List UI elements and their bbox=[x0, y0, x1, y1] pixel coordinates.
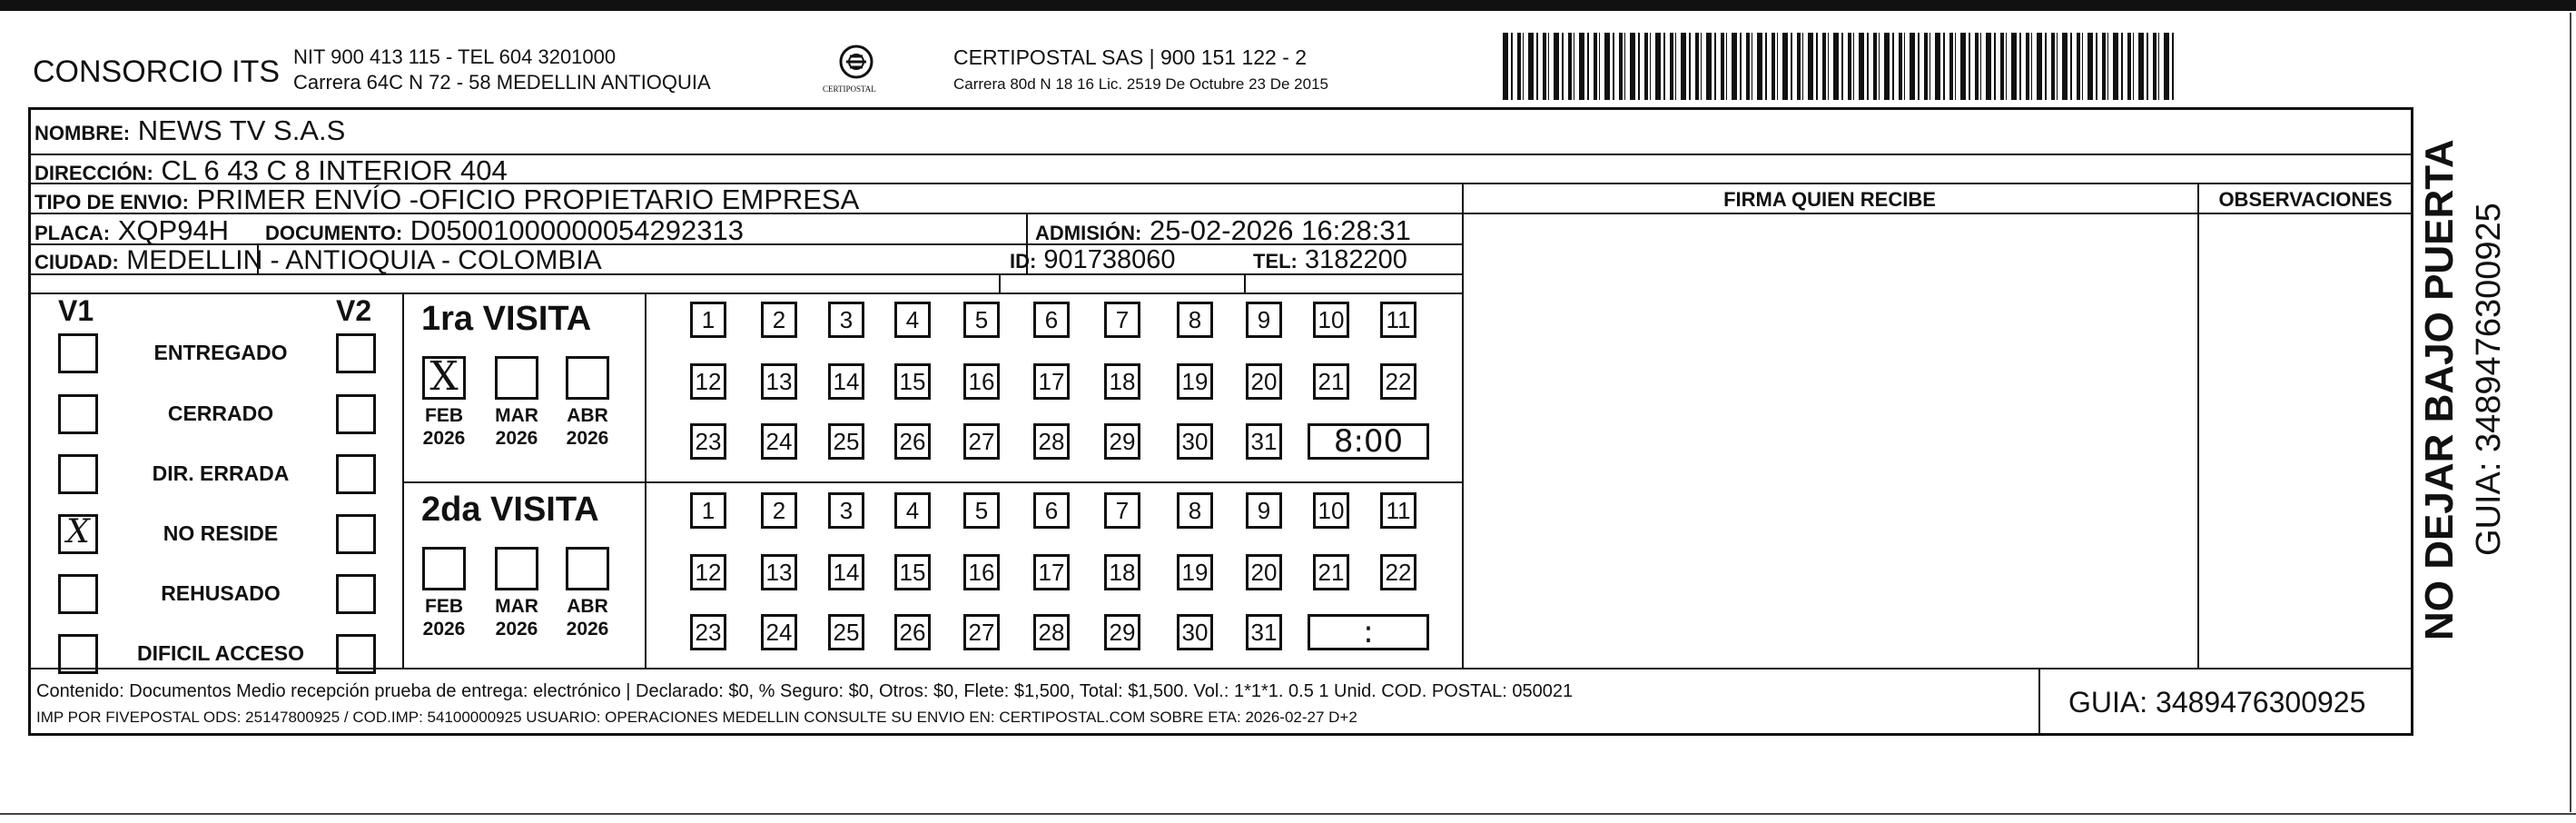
month-label: MAR bbox=[495, 596, 538, 617]
placa-label: PLACA: bbox=[35, 222, 111, 244]
day-box[interactable]: 27 bbox=[963, 423, 1000, 460]
obs-header-line bbox=[2197, 213, 2413, 214]
time-box[interactable]: 8:00 bbox=[1308, 423, 1429, 460]
v1-checkbox[interactable] bbox=[58, 574, 98, 614]
year-label: 2026 bbox=[422, 619, 466, 640]
status-option-label: NO RESIDE bbox=[163, 521, 279, 545]
v2-checkbox[interactable] bbox=[336, 454, 376, 494]
visits-divider bbox=[402, 481, 1462, 483]
day-box[interactable]: 15 bbox=[894, 554, 931, 590]
day-box[interactable]: 7 bbox=[1104, 492, 1140, 529]
day-box[interactable]: 12 bbox=[690, 554, 726, 590]
admision-label: ADMISIÓN: bbox=[1035, 222, 1142, 244]
month-checkbox[interactable] bbox=[495, 356, 538, 400]
month-checkbox[interactable] bbox=[566, 547, 609, 590]
carrier-address: Carrera 80d N 18 16 Lic. 2519 De Octubre 23 De 2015 bbox=[953, 75, 1328, 93]
v1-checkbox[interactable] bbox=[58, 454, 98, 494]
day-box[interactable]: 30 bbox=[1177, 423, 1213, 460]
day-box[interactable]: 11 bbox=[1380, 492, 1416, 529]
placa-value: XQP94H bbox=[117, 214, 230, 246]
status-option-label: DIR. ERRADA bbox=[152, 461, 290, 485]
footer-imp: IMP POR FIVEPOSTAL ODS: 25147800925 / COD.IMP: 54100000925 USUARIO: OPERACIONES MEDELLIN CONSULTE SU ENVIO EN: CERTIPOSTAL.COM SOBRE ETA: 2026-02-27 D+2 bbox=[36, 709, 1357, 726]
ciudad-field bbox=[35, 247, 602, 274]
tipo-envio-label: TIPO DE ENVIO: bbox=[35, 191, 189, 213]
tel-divider bbox=[1244, 273, 1246, 293]
id-value: 901738060 bbox=[1043, 245, 1176, 274]
documento-label: DOCUMENTO: bbox=[265, 222, 403, 244]
time-box[interactable]: : bbox=[1308, 614, 1429, 650]
carrier-nit: CERTIPOSTAL SAS | 900 151 122 - 2 bbox=[953, 45, 1308, 69]
v2-checkbox[interactable] bbox=[336, 394, 376, 434]
month-label: MAR bbox=[495, 405, 538, 426]
day-box[interactable]: 20 bbox=[1246, 554, 1282, 590]
nombre-value: NEWS TV S.A.S bbox=[137, 114, 346, 146]
status-option-label: ENTREGADO bbox=[153, 341, 288, 364]
month-label: ABR bbox=[567, 596, 608, 617]
day-box[interactable]: 16 bbox=[963, 363, 1000, 400]
v2-checkbox[interactable] bbox=[336, 333, 376, 373]
month-checkbox[interactable] bbox=[495, 547, 538, 590]
v1-label: V1 bbox=[58, 294, 94, 327]
day-box[interactable]: 4 bbox=[894, 302, 931, 338]
no-dejar-bajo-puerta: NO DEJAR BAJO PUERTA bbox=[2417, 139, 2462, 640]
placa-field bbox=[35, 216, 229, 244]
day-box[interactable]: 13 bbox=[761, 363, 797, 400]
month-checkbox[interactable] bbox=[422, 353, 466, 400]
v1-checkbox[interactable] bbox=[58, 333, 98, 373]
day-box[interactable]: 24 bbox=[761, 614, 797, 650]
day-box[interactable]: 19 bbox=[1177, 554, 1213, 590]
day-box[interactable]: 19 bbox=[1177, 363, 1213, 400]
admision-field bbox=[1035, 216, 1411, 244]
id-label: ID: bbox=[1010, 250, 1037, 273]
day-box[interactable]: 24 bbox=[761, 423, 797, 460]
day-box[interactable]: 17 bbox=[1033, 363, 1070, 400]
day-box[interactable]: 8 bbox=[1177, 492, 1213, 529]
tel-label: TEL: bbox=[1253, 250, 1298, 273]
day-box[interactable]: 5 bbox=[963, 492, 1000, 529]
day-box[interactable]: 26 bbox=[894, 423, 931, 460]
v1-checkbox[interactable] bbox=[58, 394, 98, 434]
month-checkbox[interactable] bbox=[566, 356, 609, 400]
row-divider bbox=[28, 293, 1463, 294]
day-box[interactable]: 25 bbox=[828, 614, 864, 650]
firma-quien-recibe-label: FIRMA QUIEN RECIBE bbox=[1723, 188, 1936, 211]
company-name: CONSORCIO ITS bbox=[33, 55, 281, 89]
id-divider bbox=[999, 273, 1001, 293]
day-box[interactable]: 9 bbox=[1246, 302, 1282, 338]
day-box[interactable]: 14 bbox=[828, 554, 864, 590]
tel-value: 3182200 bbox=[1304, 245, 1407, 274]
ciudad-label: CIUDAD: bbox=[35, 251, 119, 273]
day-box[interactable]: 15 bbox=[894, 363, 931, 400]
obs-divider bbox=[2197, 183, 2199, 668]
day-box[interactable]: 28 bbox=[1033, 614, 1070, 650]
year-label: 2026 bbox=[495, 619, 538, 640]
top-edge-line bbox=[0, 0, 2576, 11]
month-check-mark: X bbox=[429, 353, 459, 400]
nombre-label: NOMBRE: bbox=[35, 122, 131, 144]
day-box[interactable]: 13 bbox=[761, 554, 797, 590]
footer-divider bbox=[28, 668, 2413, 669]
status-option-label: REHUSADO bbox=[161, 581, 281, 605]
v1-checkbox[interactable] bbox=[58, 514, 98, 554]
year-label: 2026 bbox=[566, 428, 609, 449]
company-address: Carrera 64C N 72 - 58 MEDELLIN ANTIOQUIA bbox=[293, 71, 711, 94]
v2-label: V2 bbox=[336, 294, 372, 327]
month-checkbox[interactable] bbox=[422, 547, 466, 590]
day-box[interactable]: 21 bbox=[1313, 363, 1349, 400]
bottom-edge-line bbox=[0, 813, 2576, 815]
day-box[interactable]: 23 bbox=[690, 423, 726, 460]
status-option-label: DIFICIL ACCESO bbox=[136, 641, 304, 665]
nombre-field bbox=[35, 116, 345, 144]
day-box[interactable]: 4 bbox=[894, 492, 931, 529]
day-box[interactable]: 6 bbox=[1033, 492, 1070, 529]
day-box[interactable]: 2 bbox=[761, 302, 797, 338]
day-box[interactable]: 21 bbox=[1313, 554, 1349, 590]
day-box[interactable]: 3 bbox=[828, 302, 864, 338]
footer-guia-divider bbox=[2038, 668, 2040, 736]
right-edge-line bbox=[2570, 13, 2571, 812]
year-label: 2026 bbox=[495, 428, 538, 449]
tel-field bbox=[1253, 247, 1407, 273]
company-nit-tel: NIT 900 413 115 - TEL 604 3201000 bbox=[293, 45, 617, 68]
status-option-label: CERRADO bbox=[167, 402, 274, 425]
day-box[interactable]: 9 bbox=[1246, 492, 1282, 529]
day-box[interactable]: 30 bbox=[1177, 614, 1213, 650]
firma-divider bbox=[1462, 183, 1464, 668]
side-guia: GUIA: 3489476300925 bbox=[2470, 203, 2508, 556]
day-box[interactable]: 25 bbox=[828, 423, 864, 460]
day-box[interactable]: 29 bbox=[1104, 423, 1140, 460]
admision-value: 25-02-2026 16:28:31 bbox=[1149, 214, 1411, 246]
day-box[interactable]: 23 bbox=[690, 614, 726, 650]
day-box[interactable]: 17 bbox=[1033, 554, 1070, 590]
barcode bbox=[1503, 33, 2175, 100]
observaciones-label: OBSERVACIONES bbox=[2218, 188, 2393, 211]
day-box[interactable]: 18 bbox=[1104, 363, 1140, 400]
month-label: ABR bbox=[567, 405, 608, 426]
day-box[interactable]: 7 bbox=[1104, 302, 1140, 338]
direccion-label: DIRECCIÓN: bbox=[35, 162, 153, 184]
day-box[interactable]: 1 bbox=[690, 302, 726, 338]
day-box[interactable]: 18 bbox=[1104, 554, 1140, 590]
status-divider bbox=[402, 293, 404, 668]
day-box[interactable]: 5 bbox=[963, 302, 1000, 338]
month-label: FEB bbox=[425, 596, 463, 617]
footer-contents: Contenido: Documentos Medio recepción prueba de entrega: electrónico | Declarado: $0, % Seguro: $0, Otros: $0, Flete: $1,500, Total: $1,500. Vol.: 1*1*1. 0.5 1 Unid. COD. POSTAL: 050021 bbox=[36, 681, 1574, 701]
day-box[interactable]: 8 bbox=[1177, 302, 1213, 338]
v2-checkbox[interactable] bbox=[336, 514, 376, 554]
year-label: 2026 bbox=[422, 428, 466, 449]
day-box[interactable]: 16 bbox=[963, 554, 1000, 590]
day-box[interactable]: 26 bbox=[894, 614, 931, 650]
direccion-field bbox=[35, 156, 508, 184]
day-box[interactable]: 22 bbox=[1380, 363, 1416, 400]
month-label: FEB bbox=[425, 405, 463, 426]
v2-checkbox[interactable] bbox=[336, 574, 376, 614]
day-box[interactable]: 1 bbox=[690, 492, 726, 529]
day-box[interactable]: 3 bbox=[828, 492, 864, 529]
day-box[interactable]: 20 bbox=[1246, 363, 1282, 400]
day-box[interactable]: 12 bbox=[690, 363, 726, 400]
v1-check-mark: X bbox=[66, 513, 90, 550]
visit2-title: 2da VISITA bbox=[421, 491, 599, 529]
tipo-envio-field bbox=[35, 185, 859, 213]
day-box[interactable]: 6 bbox=[1033, 302, 1070, 338]
day-box[interactable]: 31 bbox=[1246, 423, 1282, 460]
months-divider bbox=[645, 293, 646, 668]
logo-text: CERTIPOSTAL bbox=[823, 84, 876, 94]
documento-field bbox=[265, 216, 744, 244]
direccion-value: CL 6 43 C 8 INTERIOR 404 bbox=[161, 154, 508, 186]
day-box[interactable]: 22 bbox=[1380, 554, 1416, 590]
day-box[interactable]: 31 bbox=[1246, 614, 1282, 650]
day-box[interactable]: 29 bbox=[1104, 614, 1140, 650]
day-box[interactable]: 11 bbox=[1380, 302, 1416, 338]
day-box[interactable]: 27 bbox=[963, 614, 1000, 650]
footer-guia: GUIA: 3489476300925 bbox=[2068, 686, 2366, 719]
day-box[interactable]: 10 bbox=[1313, 492, 1349, 529]
day-box[interactable]: 14 bbox=[828, 363, 864, 400]
ciudad-value: MEDELLIN - ANTIOQUIA - COLOMBIA bbox=[126, 245, 602, 275]
visit1-title: 1ra VISITA bbox=[421, 300, 592, 338]
day-box[interactable]: 2 bbox=[761, 492, 797, 529]
year-label: 2026 bbox=[566, 619, 609, 640]
id-field bbox=[1010, 247, 1176, 273]
tipo-envio-value: PRIMER ENVÍO -OFICIO PROPIETARIO EMPRESA bbox=[196, 183, 860, 215]
day-box[interactable]: 28 bbox=[1033, 423, 1070, 460]
documento-value: D05001000000054292313 bbox=[410, 214, 744, 246]
day-box[interactable]: 10 bbox=[1313, 302, 1349, 338]
